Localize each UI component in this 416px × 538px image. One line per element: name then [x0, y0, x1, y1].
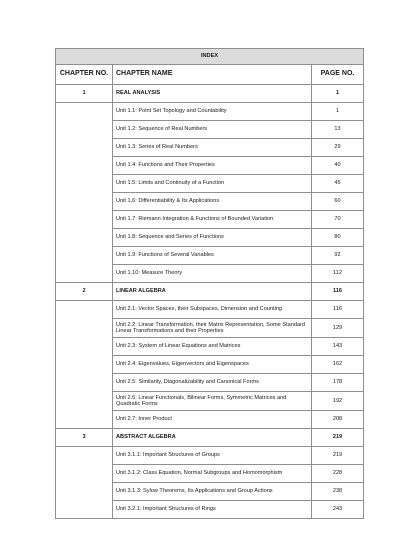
chapter-name: REAL ANALYSIS — [113, 85, 312, 103]
unit-row — [56, 103, 364, 121]
unit-page: 116 — [312, 301, 364, 319]
unit-page: 70 — [312, 211, 364, 229]
chapter-row — [56, 283, 364, 301]
unit-chapter-cell — [56, 301, 113, 319]
index-title: INDEX — [56, 49, 364, 65]
unit-row — [56, 247, 364, 265]
unit-row — [56, 139, 364, 157]
unit-row — [56, 229, 364, 247]
unit-chapter-cell — [56, 103, 113, 121]
unit-row — [56, 483, 364, 501]
unit-row — [56, 338, 364, 356]
unit-chapter-cell — [56, 483, 113, 501]
unit-name: Unit 2.6: Linear Functionals, Bilinear Forms, Symmetric Matrices and Quadratic Forms — [113, 392, 312, 411]
unit-page: 60 — [312, 193, 364, 211]
unit-chapter-cell — [56, 501, 113, 519]
unit-page: 1 — [312, 103, 364, 121]
unit-name: Unit 1.10: Measure Theory — [113, 265, 312, 283]
unit-name: Unit 3.1.3: Sylow Theorems, Its Applications and Group Actions — [113, 483, 312, 501]
unit-row — [56, 121, 364, 139]
unit-page: 238 — [312, 483, 364, 501]
unit-chapter-cell — [56, 175, 113, 193]
unit-chapter-cell — [56, 338, 113, 356]
unit-chapter-cell — [56, 229, 113, 247]
unit-chapter-cell — [56, 411, 113, 429]
chapter-page: 1 — [312, 85, 364, 103]
unit-row — [56, 265, 364, 283]
unit-page: 129 — [312, 319, 364, 338]
unit-name: Unit 1.4: Functions and Their Properties — [113, 157, 312, 175]
unit-page: 45 — [312, 175, 364, 193]
unit-name: Unit 3.1.2: Class Equation, Normal Subgroups and Homomorphism — [113, 465, 312, 483]
unit-page: 13 — [312, 121, 364, 139]
unit-chapter-cell — [56, 157, 113, 175]
chapter-row — [56, 85, 364, 103]
unit-chapter-cell — [56, 447, 113, 465]
unit-chapter-cell — [56, 265, 113, 283]
index-body — [56, 85, 364, 519]
unit-name: Unit 2.5: Similarity, Diagonalizability and Canonical Forms — [113, 374, 312, 392]
unit-row — [56, 392, 364, 411]
unit-name: Unit 1.5: Limits and Continuity of a Function — [113, 175, 312, 193]
chapter-number: 2 — [56, 283, 113, 301]
unit-name: Unit 2.2: Linear Transformation, their Matrix Representation, Some Standard Linear Transformations and their Properties — [113, 319, 312, 338]
page-no-header: PAGE NO. — [312, 65, 364, 85]
unit-chapter-cell — [56, 247, 113, 265]
chapter-number: 3 — [56, 429, 113, 447]
unit-name: Unit 1.8: Sequence and Series of Functions — [113, 229, 312, 247]
unit-row — [56, 193, 364, 211]
unit-row — [56, 157, 364, 175]
unit-page: 112 — [312, 265, 364, 283]
unit-row — [56, 175, 364, 193]
chapter-number: 1 — [56, 85, 113, 103]
chapter-name-header: CHAPTER NAME — [113, 65, 312, 85]
unit-name: Unit 3.1.1: Important Structures of Groups — [113, 447, 312, 465]
unit-page: 219 — [312, 447, 364, 465]
unit-page: 143 — [312, 338, 364, 356]
unit-name: Unit 1.6: Differentiability & Its Applications — [113, 193, 312, 211]
unit-name: Unit 1.1: Point Set Topology and Countability — [113, 103, 312, 121]
unit-chapter-cell — [56, 356, 113, 374]
column-header-row — [56, 65, 364, 85]
unit-row — [56, 447, 364, 465]
index-table — [55, 48, 364, 519]
unit-row — [56, 356, 364, 374]
chapter-page: 219 — [312, 429, 364, 447]
unit-page: 80 — [312, 229, 364, 247]
unit-chapter-cell — [56, 374, 113, 392]
chapter-row — [56, 429, 364, 447]
unit-page: 208 — [312, 411, 364, 429]
unit-page: 162 — [312, 356, 364, 374]
unit-chapter-cell — [56, 193, 113, 211]
unit-name: Unit 2.7: Inner Product — [113, 411, 312, 429]
unit-name: Unit 1.9: Functions of Several Variables — [113, 247, 312, 265]
unit-page: 40 — [312, 157, 364, 175]
unit-page: 228 — [312, 465, 364, 483]
unit-row — [56, 301, 364, 319]
unit-name: Unit 1.2: Sequence of Real Numbers — [113, 121, 312, 139]
unit-page: 92 — [312, 247, 364, 265]
chapter-no-header: CHAPTER NO. — [56, 65, 113, 85]
unit-chapter-cell — [56, 211, 113, 229]
unit-name: Unit 3.2.1: Important Structures of Rings — [113, 501, 312, 519]
chapter-name: ABSTRACT ALGEBRA — [113, 429, 312, 447]
unit-name: Unit 2.3: System of Linear Equations and Matrices — [113, 338, 312, 356]
unit-chapter-cell — [56, 392, 113, 411]
unit-name: Unit 1.7: Riemann Integration & Functions of Bounded Variation — [113, 211, 312, 229]
unit-page: 243 — [312, 501, 364, 519]
unit-page: 178 — [312, 374, 364, 392]
unit-row — [56, 465, 364, 483]
unit-name: Unit 2.4: Eigenvalues, Eigenvectors and Eigenspaces — [113, 356, 312, 374]
unit-chapter-cell — [56, 121, 113, 139]
unit-page: 29 — [312, 139, 364, 157]
unit-row — [56, 319, 364, 338]
unit-page: 192 — [312, 392, 364, 411]
unit-name: Unit 1.3: Series of Real Numbers — [113, 139, 312, 157]
unit-row — [56, 211, 364, 229]
unit-chapter-cell — [56, 139, 113, 157]
unit-row — [56, 411, 364, 429]
chapter-page: 116 — [312, 283, 364, 301]
unit-row — [56, 374, 364, 392]
unit-chapter-cell — [56, 319, 113, 338]
unit-chapter-cell — [56, 465, 113, 483]
unit-row — [56, 501, 364, 519]
unit-name: Unit 2.1: Vector Spaces, their Subspaces, Dimension and Counting — [113, 301, 312, 319]
chapter-name: LINEAR ALGEBRA — [113, 283, 312, 301]
